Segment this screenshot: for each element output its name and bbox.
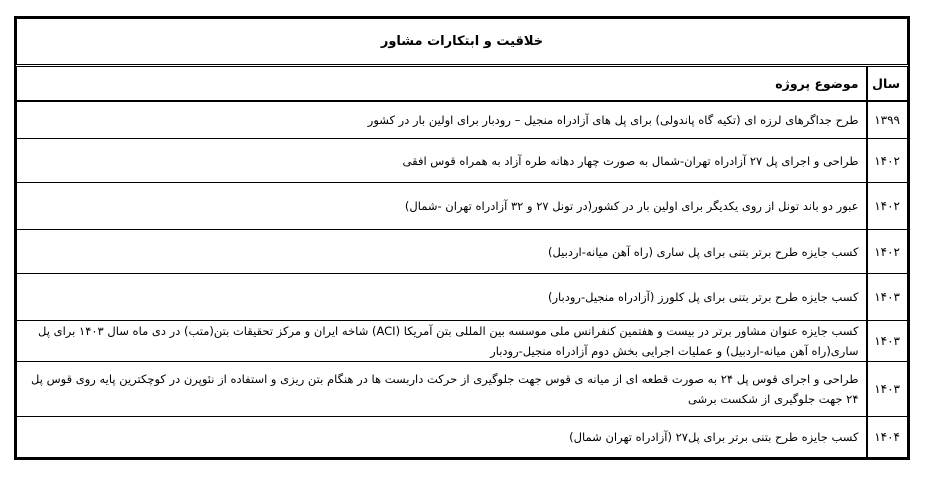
table-row: [17, 183, 908, 229]
year-column-header: سال: [867, 66, 908, 101]
table-row: [17, 101, 908, 138]
table-row: [17, 320, 908, 361]
year-cell: ۱۴۰۳: [867, 362, 908, 416]
table-title-row: [17, 19, 908, 66]
table-row: [17, 416, 908, 457]
table-header-row: [17, 66, 908, 101]
year-cell: ۱۴۰۳: [867, 274, 908, 320]
table-row: [17, 274, 908, 320]
subject-cell: کسب جایزه عنوان مشاور برتر در بیست و هفتمین کنفرانس ملی موسسه بین المللی بتن آمریکا (ACI) شاخه ایران و مرکز تحقیقات بتن(متب) در دی ماه سال ۱۴۰۳ برای پل ساری(راه آهن میانه-اردبیل) و عملیات اجرایی بخش دوم آزادراه منجیل-رودبار: [17, 320, 867, 361]
subject-cell: کسب جایزه طرح بتنی برتر برای پل۲۷ (آزادراه تهران شمال): [17, 416, 867, 457]
table-row: [17, 229, 908, 273]
subject-cell: کسب جایزه طرح برتر بتنی برای پل کلورز (آزادراه منجیل-رودبار): [17, 274, 867, 320]
year-cell: ۱۴۰۲: [867, 183, 908, 229]
year-cell: ۱۴۰۲: [867, 139, 908, 183]
innovations-table-frame: [14, 16, 910, 460]
year-cell: ۱۴۰۲: [867, 229, 908, 273]
table-row: [17, 362, 908, 416]
subject-cell: کسب جایزه طرح برتر بتنی برای پل ساری (راه آهن میانه-اردبیل): [17, 229, 867, 273]
subject-cell: طراحی و اجرای پل ۲۷ آزادراه تهران-شمال به صورت چهار دهانه طره آزاد به همراه قوس افقی: [17, 139, 867, 183]
subject-cell: طراحی و اجرای قوس پل ۲۴ به صورت قطعه ای از میانه ی قوس جهت جلوگیری از حرکت داربست ها در هنگام بتن ریزی و استفاده از نئوپرن در کوچکترین پایه روی قوس پل ۲۴ جهت جلوگیری از شکست برشی: [17, 362, 867, 416]
year-cell: ۱۴۰۳: [867, 320, 908, 361]
year-cell: ۱۴۰۴: [867, 416, 908, 457]
subject-cell: عبور دو باند تونل از روی یکدیگر برای اولین بار در کشور(در تونل ۲۷ و ۳۲ آزادراه تهران -شمال): [17, 183, 867, 229]
table-row: [17, 139, 908, 183]
table-title: خلاقیت و ابتکارات مشاور: [17, 19, 908, 66]
subject-cell: طرح جداگرهای لرزه ای (تکیه گاه پاندولی) برای پل های آزادراه منجیل – رودبار برای اولین بار در کشور: [17, 101, 867, 138]
subject-column-header: موضوع پروژه: [17, 66, 867, 101]
innovations-table: [16, 18, 908, 458]
year-cell: ۱۳۹۹: [867, 101, 908, 138]
